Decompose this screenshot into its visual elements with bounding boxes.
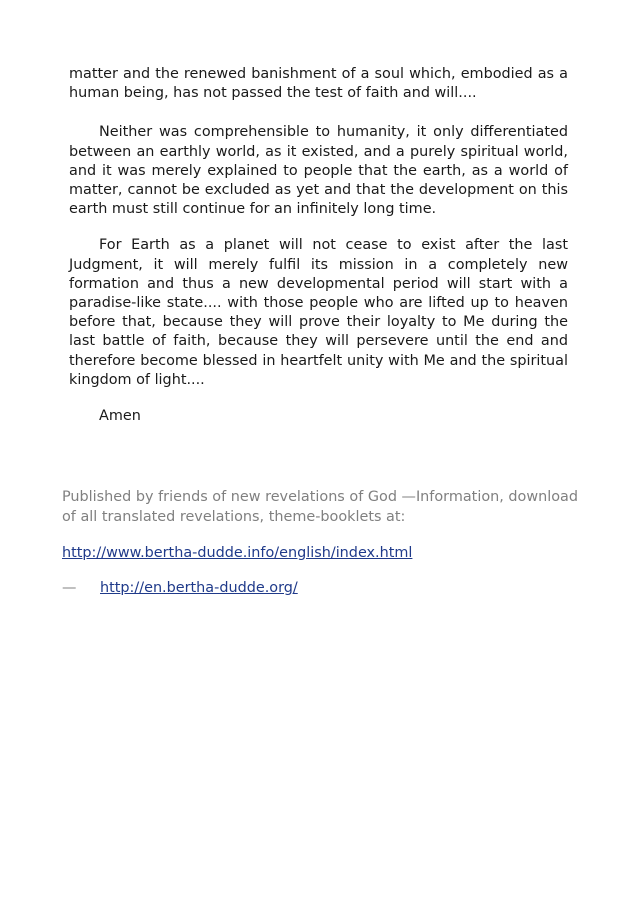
bertha-dudde-info-link[interactable]: http://www.bertha-dudde.info/english/index.html xyxy=(62,545,413,561)
document-body xyxy=(69,65,568,443)
separator-dash: — xyxy=(62,580,77,596)
bertha-dudde-org-link[interactable]: http://en.bertha-dudde.org/ xyxy=(100,580,298,596)
link-row-org xyxy=(62,578,578,598)
published-note: Published by friends of new revelations of God —Information, download of all translated revelations, theme-booklets at: xyxy=(62,489,578,525)
document-footer xyxy=(62,487,578,598)
paragraph-continuation: matter and the renewed banishment of a soul which, embodied as a human being, has not passed the test of faith and will.... xyxy=(69,66,568,102)
link-row-english xyxy=(62,543,578,563)
paragraph-neither: Neither was comprehensible to humanity, it only differentiated between an earthly world, as it existed, and a purely spiritual world, and it was merely explained to people that the earth, as a world of matter, cannot be excluded as yet and that the development on this earth must still continue for an infinitely long time. xyxy=(69,124,568,218)
paragraph-earth-planet: For Earth as a planet will not cease to exist after the last Judgment, it will merely fulfil its mission in a completely new formation and thus a new developmental period will start with a paradise-like state.... with those people who are lifted up to heaven before that, because they will prove their loyalty to Me during the last battle of faith, because they will persevere until the end and therefore become blessed in heartfelt unity with Me and the spiritual kingdom of light.... xyxy=(69,237,568,388)
closing-amen: Amen xyxy=(99,408,141,425)
